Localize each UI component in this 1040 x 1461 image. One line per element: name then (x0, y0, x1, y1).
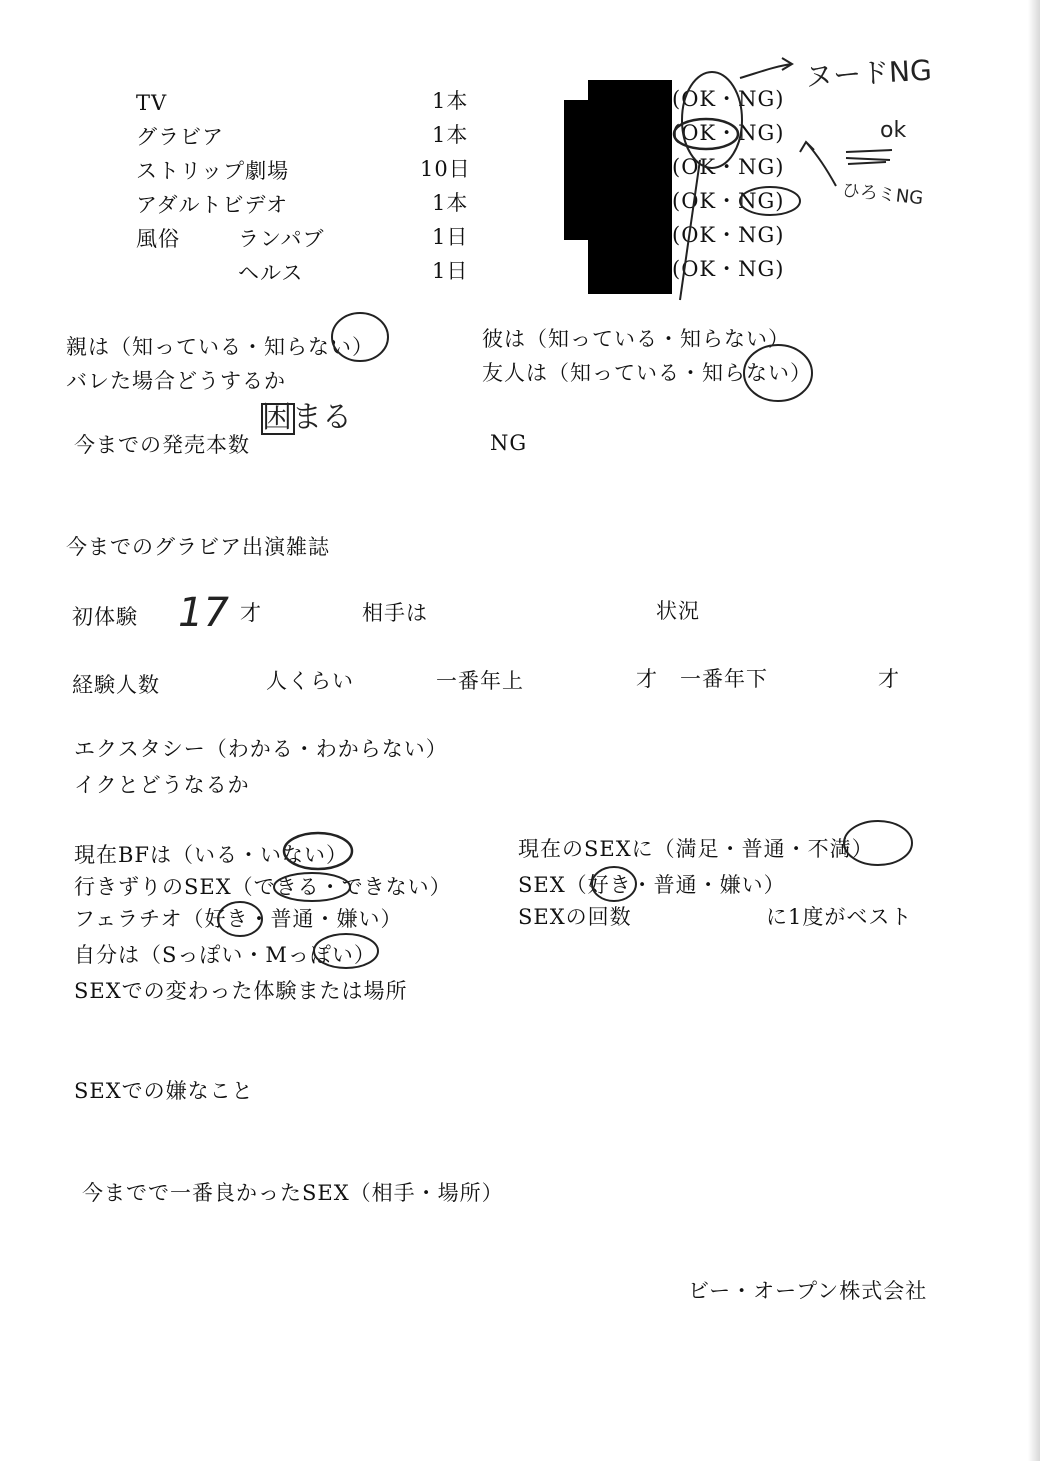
row-strip-item: ストリップ劇場 (136, 159, 290, 183)
ecstasy-how: イクとどうなるか (74, 773, 250, 797)
row-av-okng: (OK・NG) (672, 189, 785, 213)
redaction-block (564, 100, 600, 240)
best-label: 今までで一番良かったSEX（相手・場所） (82, 1181, 504, 1205)
friends-question: 友人は（知っている・知らない） (482, 361, 812, 385)
row-lanpub-item: ランパブ (238, 227, 325, 251)
sex-like-question: SEX（好き・普通・嫌い） (518, 873, 786, 897)
company-name: ビー・オープン株式会社 (688, 1279, 928, 1303)
unusual-question: SEXでの変わった体験または場所 (74, 979, 408, 1003)
row-av-item: アダルトビデオ (136, 193, 289, 217)
row-fuzoku-category: 風俗 (136, 227, 180, 251)
row-health-item: ヘルス (238, 261, 304, 285)
row-gravure-item: グラビア (136, 125, 224, 149)
row-tv-okng: (OK・NG) (672, 87, 785, 111)
frequency-suffix: に1度がベスト (766, 905, 913, 929)
handwritten-ok: ok (880, 118, 907, 143)
youngest-label: 一番年下 (680, 667, 768, 691)
frequency-label: SEXの回数 (518, 905, 632, 929)
row-strip-qty: 10日 (420, 157, 471, 181)
row-health-okng: (OK・NG) (672, 257, 785, 281)
row-lanpub-qty: 1日 (432, 225, 469, 249)
handwritten-note: ひろミNG (840, 179, 925, 210)
parents-question: 親は（知っている・知らない） (66, 335, 374, 359)
partner-label: 相手は (362, 601, 428, 625)
satisfaction-question: 現在のSEXに（満足・普通・不満） (518, 837, 874, 861)
first-experience-age-unit: 才 (240, 601, 262, 625)
magazines-label: 今までのグラビア出演雑誌 (66, 535, 330, 559)
row-tv-item: TV (136, 91, 168, 115)
situation-label: 状況 (656, 599, 700, 623)
youngest-unit: 才 (878, 667, 900, 691)
redaction-block (588, 80, 672, 294)
row-gravure-okng: (OK・NG) (672, 121, 785, 145)
bf-question: 現在BFは（いる・いない） (74, 843, 349, 867)
first-experience-age: 17 (178, 590, 229, 636)
sales-answer: NG (490, 431, 528, 455)
row-health-qty: 1日 (432, 259, 469, 283)
row-lanpub-okng: (OK・NG) (672, 223, 785, 247)
dislike-label: SEXでの嫌なこと (74, 1079, 254, 1103)
arrow-to-nude-ng (740, 58, 792, 78)
fellatio-question: フェラチオ（好き・普通・嫌い） (74, 907, 403, 931)
oldest-label: 一番年上 (436, 669, 524, 693)
scribble (846, 150, 892, 164)
oldest-unit: 才 (636, 667, 658, 691)
handwritten-nude-ng: ヌードNG (804, 53, 933, 94)
casual-question: 行きずりのSEX（できる・できない） (74, 875, 452, 899)
row-gravure-qty: 1本 (432, 123, 469, 147)
if-found-question: バレた場合どうするか (66, 369, 286, 393)
boyfriend-question: 彼は（知っている・知らない） (482, 327, 790, 351)
self-question: 自分は（Sっぽい・Mっぽい） (74, 943, 376, 967)
if-found-answer: 困まる (262, 400, 352, 435)
sales-label: 今までの発売本数 (74, 433, 250, 457)
row-strip-okng: (OK・NG) (672, 155, 785, 179)
row-tv-qty: 1本 (432, 89, 469, 113)
experience-label: 経験人数 (72, 673, 160, 697)
first-experience-label: 初体験 (72, 605, 138, 629)
page-edge-shadow (1028, 0, 1040, 1461)
ecstasy-question: エクスタシー（わかる・わからない） (74, 737, 448, 761)
arrow-to-gravure (800, 142, 836, 186)
experience-people-suffix: 人くらい (266, 669, 354, 693)
row-av-qty: 1本 (432, 191, 469, 215)
